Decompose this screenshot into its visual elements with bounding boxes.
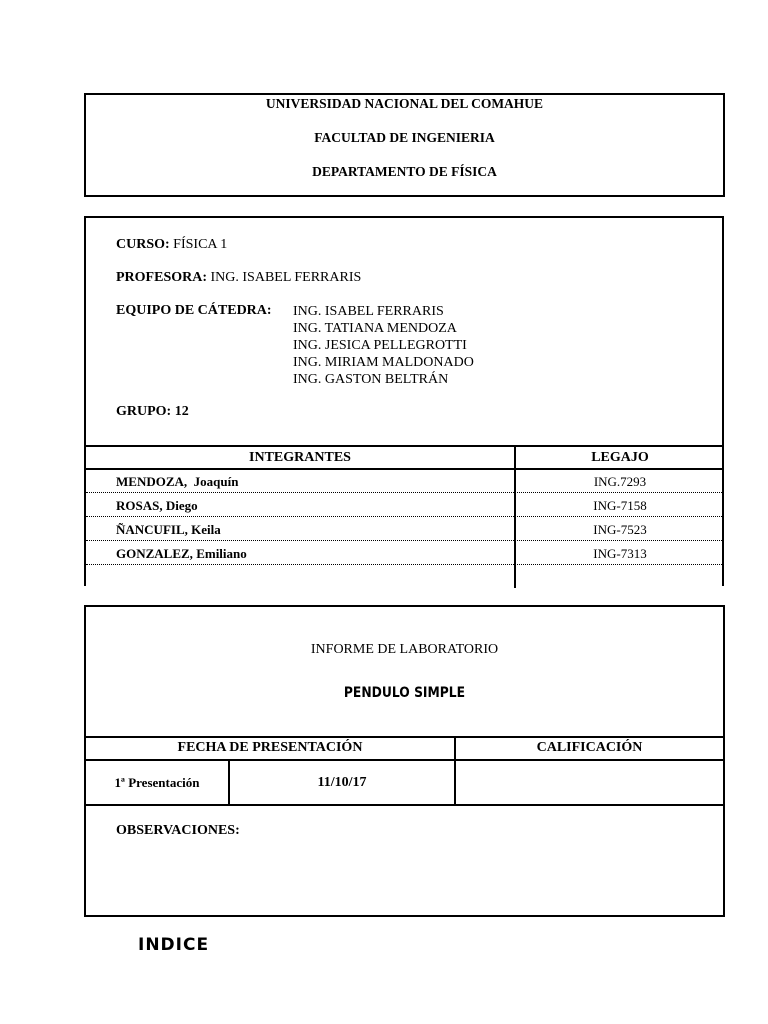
faculty-name: FACULTAD DE INGENIERIA xyxy=(314,130,495,145)
fecha-top-border xyxy=(86,736,723,738)
row-divider xyxy=(86,564,722,565)
member-first-name: Emiliano xyxy=(196,546,247,561)
lab-report-box xyxy=(84,605,725,917)
member-first-name: Keila xyxy=(191,522,221,537)
member-first-name: Joaquín xyxy=(193,474,239,489)
observaciones-top-border xyxy=(86,804,723,806)
member-first-name: Diego xyxy=(165,498,198,513)
integrantes-header: INTEGRANTES xyxy=(249,450,351,465)
member-last-name: ÑANCUFIL, xyxy=(116,522,188,537)
presentacion-date: 11/10/17 xyxy=(317,775,367,790)
report-type: INFORME DE LABORATORIO xyxy=(310,642,499,657)
profesora-label: PROFESORA: xyxy=(116,270,207,285)
fecha-header: FECHA DE PRESENTACIÓN xyxy=(177,740,363,755)
equipo-member: ING. ISABEL FERRARIS xyxy=(293,304,444,319)
legajo-header: LEGAJO xyxy=(591,450,649,465)
equipo-member: ING. JESICA PELLEGROTTI xyxy=(293,338,467,353)
table-row xyxy=(116,498,198,514)
member-last-name: MENDOZA, xyxy=(116,474,188,489)
curso-value: FÍSICA 1 xyxy=(173,237,228,252)
curso-label: CURSO: xyxy=(116,237,170,252)
course-info-box xyxy=(84,216,724,586)
observaciones-label: OBSERVACIONES: xyxy=(116,823,240,838)
table-header-border xyxy=(86,468,722,470)
member-legajo: ING.7293 xyxy=(593,474,647,489)
table-row xyxy=(116,474,238,490)
row-divider xyxy=(86,492,722,493)
row-divider xyxy=(86,516,722,517)
row-divider xyxy=(86,540,722,541)
profesora-row xyxy=(116,270,361,286)
grupo-row xyxy=(116,404,189,420)
university-name: UNIVERSIDAD NACIONAL DEL COMAHUE xyxy=(265,96,544,111)
grupo-label: GRUPO: xyxy=(116,404,172,419)
member-legajo: ING-7523 xyxy=(593,522,647,537)
member-legajo: ING-7158 xyxy=(593,498,647,513)
calificacion-header: CALIFICACIÓN xyxy=(536,740,643,755)
curso-row xyxy=(116,237,227,253)
table-row xyxy=(116,546,247,562)
table-top-border xyxy=(86,445,722,447)
indice-heading: INDICE xyxy=(138,935,210,955)
member-legajo: ING-7313 xyxy=(593,546,647,561)
equipo-member: ING. MIRIAM MALDONADO xyxy=(293,355,474,370)
equipo-member: ING. TATIANA MENDOZA xyxy=(293,321,457,336)
equipo-label: EQUIPO DE CÁTEDRA: xyxy=(116,303,272,318)
table-row xyxy=(116,522,221,538)
equipo-member: ING. GASTON BELTRÁN xyxy=(293,372,449,387)
report-title: PENDULO SIMPLE xyxy=(343,685,466,701)
grupo-value: 12 xyxy=(174,404,189,419)
department-name: DEPARTAMENTO DE FÍSICA xyxy=(312,164,497,179)
member-last-name: GONZALEZ, xyxy=(116,546,193,561)
fecha-header-border xyxy=(86,759,723,761)
equipo-members xyxy=(293,303,474,388)
header-box xyxy=(84,93,725,197)
member-last-name: ROSAS, xyxy=(116,498,163,513)
profesora-value: ING. ISABEL FERRARIS xyxy=(210,270,362,285)
presentacion-label: 1ª Presentación xyxy=(114,775,200,790)
